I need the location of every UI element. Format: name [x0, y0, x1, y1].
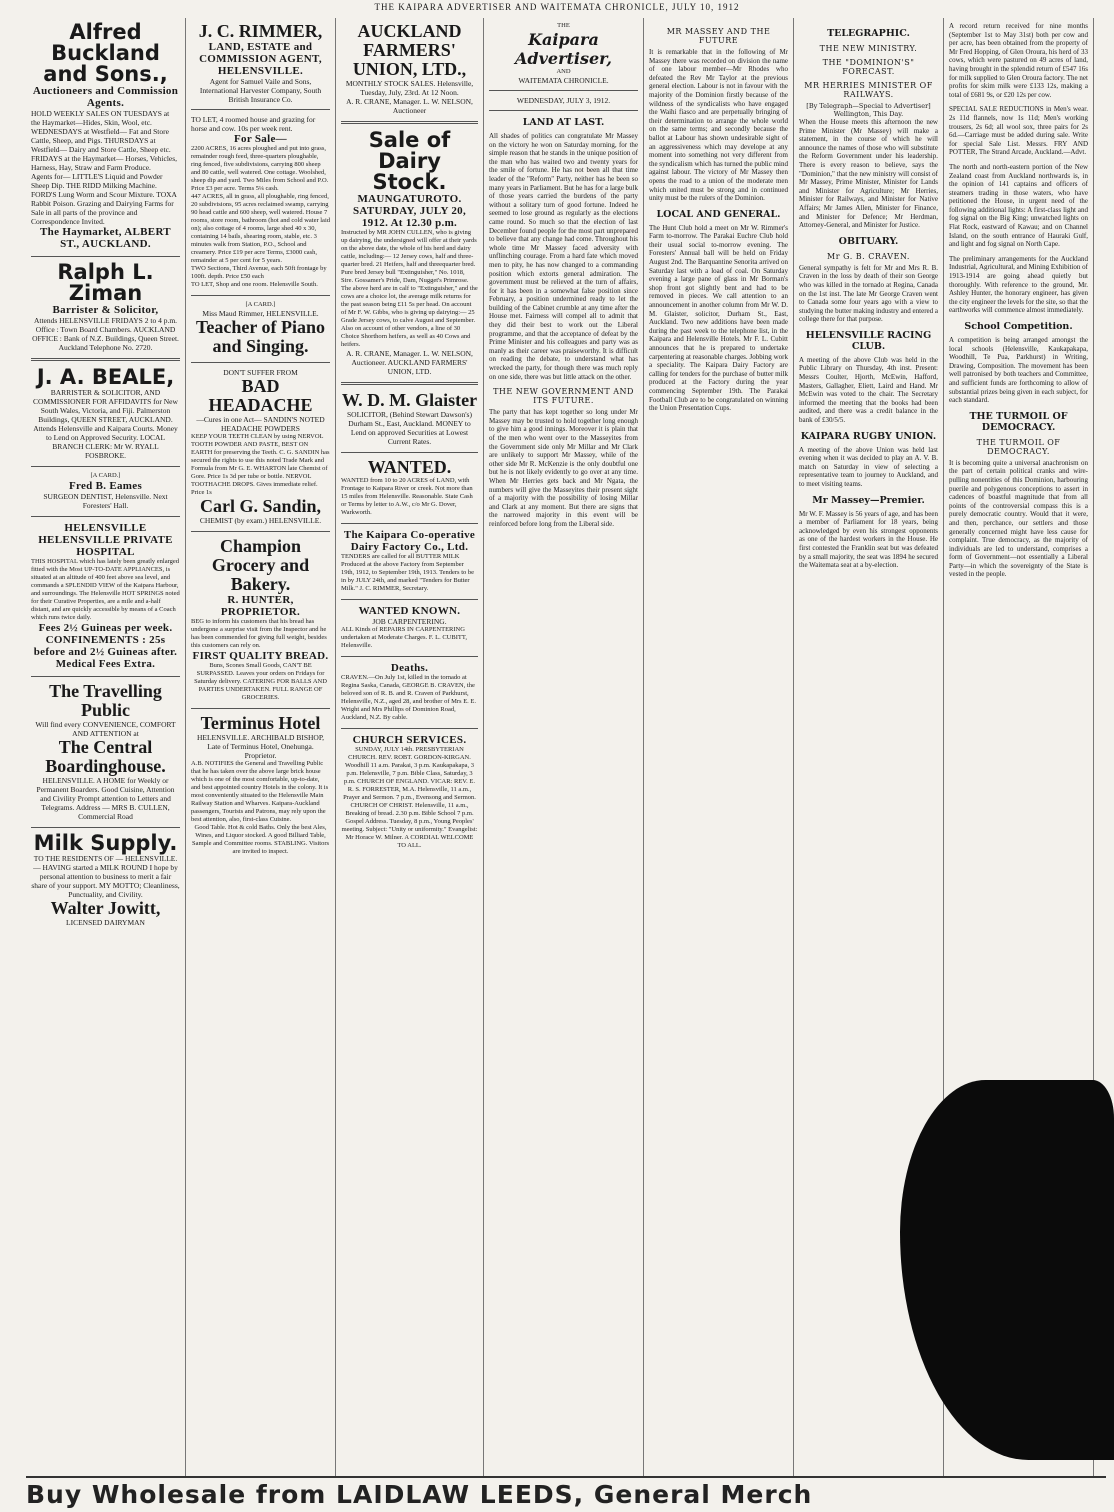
ad-title: HELENSVILLE HELENSVILLE PRIVATE HOSPITAL	[38, 522, 173, 558]
ad-text: KEEP YOUR TEETH CLEAN by using NERVOL TOOTH POWDER AND PASTE, BEST ON EARTH for preserving the Teeth. C. G. SANDIN has secured the rights to use this noted Trade Mark and Formula from Mr G. E. WHARTON late Chemist of Gore. Price 1s 3d per tube or bottle. NERVOL TOOTHACHE DROPS. Gives immediate relief. Price 1s	[191, 433, 330, 496]
ad-text: TO THE RESIDENTS OF — HELENSVILLE. — HAVING started a MILK ROUND I hope by personal attention to business to merit a fair share of your support. MY MOTTO; Cleanliness, Punctuality, and Civility.	[31, 854, 180, 899]
article-title: MR MASSEY AND THE FUTURE	[666, 27, 771, 45]
ad-champion-bakery	[191, 537, 330, 702]
ad-text: Buns, Scones Small Goods, CAN'T BE SURPASSED. Leaves your orders on Fridays for Saturday delivery. CATERING FOR BALLS AND PARTIES UNDERTAKEN. FULL RANGE OF GROCERIES.	[194, 662, 327, 701]
divider	[31, 516, 180, 517]
divider	[191, 295, 330, 296]
article-title: HELENSVILLE RACING CLUB.	[805, 329, 932, 352]
ad-buckland	[31, 22, 180, 250]
article-title: Mr Massey—Premier.	[812, 494, 925, 506]
divider	[191, 109, 330, 110]
ad-wanted	[341, 458, 478, 517]
ad-title: Milk Supply.	[33, 831, 178, 855]
article-body: It is becoming quite a universal anachronism on the part of certain political cranks and wire-pulling nonentities of this Dominion, harbouring puerile and polygenous conceptions to assert in cadences of boastful magnitude that from all points of the controversial compass this is a purely democratic country. Would that it were, and then, perchance, our settlers and those generally concerned might have less cause for complaint. True democracy, as the majority of individuals are led to understand, comprises a form of Government—not essentially a Liberal Party—in which the sovereignty of the State is vested in the people.	[949, 458, 1088, 579]
article-subtitle: THE "DOMINION'S" FORECAST.	[822, 58, 915, 76]
divider	[31, 358, 180, 361]
divider	[31, 466, 180, 467]
mast-the: THE	[557, 22, 570, 29]
ad-text: BEG to inform his customers that his bread has undergone a surprise visit from the Inspector and he has been commended for giving full weight, besides this customers can rely on.	[191, 618, 327, 649]
ad-glaister	[341, 391, 478, 446]
divider	[489, 90, 638, 91]
ad-subtitle: LICENSED DAIRYMAN	[66, 918, 145, 927]
ad-text: Instructed by MR JOHN CULLEN, who is giving up dairying, the undersigned will offer at their yards on the above date, the whole of his herd and dairy cattle, including:— 12 Jersey cows, half and three-quarter bred. 21 Heifers, half and threequarter bred. Pure bred Jersey bull "Extinguisher," No. 1018, Sire. Gossamer's Pride, Dam, Nugget's Primrose. The above herd are in calf to "Extinguisher," and the cows are a choice lot, the average milk returns for the past season being £11 5s per head. On account of Mr F. W. Gibbs, who is giving up dairying:— 25 Grade Jersey cows, to calve August and September. Also on account of other vendors, a line of 30 Choice Shorthorn heifers, as well as 40 Cows and heifers.	[341, 229, 478, 348]
ad-subtitle: CHEMIST (by exam.) HELENSVILLE.	[199, 516, 322, 525]
ad-title: Alfred Buckland and Sons.,	[43, 20, 168, 86]
notice-title: Deaths.	[390, 662, 429, 674]
article-body: A record return received for nine months (September 1st to May 31st) both per cow and per acre, has been obtained from the property of Mr Fred Hopping, of Glen Oroura, his herd of 33 cows, which were pastured on 49 acres of land, having brought in the splendid return of £547 16s for milk supplied to Glen Oroura factory. The net profits for skim milk were £133 12s, making a total of £681 9s, or £20 12s per cow.	[949, 22, 1088, 99]
column-4	[484, 18, 644, 1476]
column-2	[186, 18, 336, 1476]
divider	[31, 676, 180, 677]
divider	[341, 656, 478, 657]
ad-text: TO LET, 4 roomed house and grazing for horse and cow. 10s per week rent.	[191, 115, 316, 133]
ad-text: 447 ACRES, all in grass, all ploughable, ring fenced, 20 subdivisions, 95 acres reclaimed swamp, carrying 90 head cattle and 600 sheep, well watered. House 7 rooms, store room, bathroom (hot and cold water laid on); also cottage of 4 rooms, large shed 40 x 30, containing 14 bails, shearing room, stable, etc. 3 minutes walk from Station, P.O., School and creamery. Price £19 per acre Terms, £3000 cash, remainder at 5 per cent for 5 years.	[191, 193, 330, 264]
ad-title: Champion Grocery and Bakery.	[211, 536, 310, 594]
ad-signature: A. R. CRANE, Manager. L. W. NELSON, Auctioneer. AUCKLAND FARMERS' UNION, LTD.	[346, 349, 473, 376]
article-body: Mr W. F. Massey is 56 years of age, and has been a member of Parliament for 18 years, being acknowledged by even his strongest opponents as one of the hardest workers in the House. He first contested the Franklin seat but was defeated by a small majority, the seat was 1894 he secured the Waitemata seat at a by-election.	[799, 509, 938, 570]
ad-heading: The Travelling Public	[49, 681, 162, 720]
ad-title: J. A. BEALE,	[36, 365, 175, 389]
article-body: All shades of politics can congratulate Mr Massey on the victory he won on Saturday morning, for the simple reason that he stands in the unique position of the man who has waited two and twenty years for the smile of fortune. He has not been all that time leader of the "Reform" Party, neither has he been so many years in Parliament. But he has for a large bulk of those years carried the burdens of the party without a solitary turn of good fortune. Indeed he seemed to lose ground as regularly as the elections came round. So much so that the election of last December found people for the most part unprepared to believe that any change had come. Throughout his whole time Mr Massey faced adversity with unflinching courage. From a hard fate which moved men to pity, he has now changed to a commanding position which extorts general admiration. The government must be relieved at the turn of affairs, for it has been in a somewhat false position since February, a position undermined ready to let the building of the Cabinet crumble at any time after the House met. Fairness will compel all to admit that they did their best to work out the Liberal programme, and that the acceptance of defeat by the Prime Minister and his colleagues and party was as manly as their career was praiseworthy. It is difficult on reading the debate, to understand what has wrecked the party, for though there was much reply on one side, there was but little attack on the other.	[489, 132, 638, 381]
notice-text: SUNDAY, JULY 14th. PRESBYTERIAN CHURCH. REV. ROBT. GORDON-KIRGAN. Woodhill 11 a.m. Parakai, 3 p.m. Kaukapakapa, 3 p.m. Helensville, 7 p.m. Bible Class, Saturday, 3 p.m. CHURCH OF ENGLAND. VICAR: REV. E. R. S. FORRESTER, M.A. Helensville, 11 a.m., Prayer and Sermon. 7 p.m., Evensong and Sermon. CHURCH OF CHRIST. Helensville, 11 a.m., Breaking of bread. 2.30 p.m. Bible School 7 p.m. Gospel Address. Tuesday, 8 p.m., Young Peoples' meeting. Subject: "Unity or uniformity." Evangelist: Mr Horace W. Milner. A CORDIAL WELCOME TO ALL.	[341, 746, 478, 849]
ad-text: DON'T SUFFER FROM	[223, 368, 298, 377]
article-subtitle: MR HERRIES MINISTER OF RAILWAYS.	[804, 81, 933, 99]
ad-text: THIS HOSPITAL which has lately been greatly enlarged fitted with the Most UP-TO-DATE APPLIANCES, is situated at an altitude of 400 feet above sea level, and commands a SPLENDID VIEW of the Kaipara Harbour, and surroundings. The Helensville HOT SPRINGS noted for their Curative Properties, are a mile and a-half distant, and are quickly accessible by means of a Coach which runs twice daily.	[31, 558, 180, 621]
ad-text: TO LET, Shop and one room. Helensville South.	[191, 281, 318, 288]
ad-title: W. D. M. Glaister	[341, 390, 478, 410]
ad-text: TWO Sections, Third Avenue, each 50ft frontage by 100ft. depth. Price £50 each	[191, 265, 327, 280]
ad-subtitle: JOB CARPENTERING.	[372, 617, 447, 626]
ad-carpentering	[341, 605, 478, 650]
ad-card-label: [A CARD.]	[245, 301, 276, 308]
ad-address: The Haymarket, ALBERT ST., AUCKLAND.	[40, 226, 171, 250]
article-body: The Hunt Club hold a meet on Mr W. Rimmer's Farm to-morrow. The Parakai Euchre Club hold their usual social to-morrow evening. The Foresters' Annual ball will be held on Friday August 2nd. The Barquantine Senorita arrived on Saturday last with a load of coal. On Saturday evening a large pane of glass in Mr Borman's shop front got slightly bent and had to be removed in pieces. We call attention to an announcement in another column from Mr W. D. M. Glaister, solicitor, Durham St., East, Auckland. Two new additions have been made during the past week to the telephone list, in the Kaipara and Helensville Hotels. Mr F. L. Cubitt announces that he is prepared to undertake carpentering at reasonable charges. Jobbing work a speciality. The Kaipara Dairy Factory are calling for tenders for the purchase of butter milk produced at the Factory during the year commencing September 19th. The Parakai Football Club are to be congratulated on winning the Union Presentation Cups.	[649, 223, 788, 413]
article-body: General sympathy is felt for Mr and Mrs R. B. Craven in the loss by death of their son George who was killed in the tornado at Regina, Canada on the 1st inst. The late Mr George Craven went to Canada some four years ago with a view to studying the butter making industry and entered a college there for that purpose.	[799, 263, 938, 324]
notice-title: CHURCH SERVICES.	[352, 734, 467, 746]
divider	[341, 121, 478, 124]
ad-rimmer	[191, 22, 330, 289]
masthead-dateline: THE KAIPARA ADVERTISER AND WAITEMATA CHRONICLE, JULY 10, 1912	[374, 2, 740, 12]
ad-title: WANTED KNOWN.	[358, 605, 461, 617]
article-title: THE NEW GOVERNMENT AND ITS FUTURE.	[493, 387, 634, 406]
ad-title: Fred B. Eames	[68, 480, 143, 492]
ad-signature: A. R. CRANE, Manager. L. W. NELSON, Auctioneer	[346, 97, 473, 115]
article-title: LAND AT LAST.	[522, 117, 605, 128]
divider	[341, 523, 478, 524]
ad-heading: FIRST QUALITY BREAD.	[192, 650, 329, 662]
ad-title: The Central Boardinghouse.	[45, 737, 166, 776]
ad-subtitle: LAND, ESTATE and COMMISSION AGENT, HELENSVILLE.	[199, 41, 322, 77]
divider	[489, 110, 638, 111]
ad-text: Miss Maud Rimmer, HELENSVILLE.	[202, 309, 319, 318]
mast-subtitle: WAITEMATA CHRONICLE.	[518, 76, 609, 85]
ad-text: SURGEON DENTIST, Helensville. Next Foresters' Hall.	[43, 492, 168, 510]
ad-subtitle: Auctioneers and Commission Agents.	[32, 85, 179, 109]
ad-title: The Kaipara Co-operative Dairy Factory Co., Ltd.	[343, 529, 476, 553]
ad-dairy-factory	[341, 529, 478, 593]
ad-subtitle: R. HUNTER, PROPRIETOR.	[220, 594, 301, 618]
article-title: School Competition.	[964, 321, 1073, 332]
ad-text: Agent for Samuel Vaile and Sons, International Harvester Company, South British Insurance Co.	[199, 77, 322, 104]
ad-subtitle: MAUNGATUROTO. SATURDAY, JULY 20, 1912. At 12.30 p.m.	[353, 193, 466, 229]
ad-signature: Walter Jowitt,	[50, 898, 161, 918]
issue-date: WEDNESDAY, JULY 3, 1912.	[516, 96, 611, 105]
article-body: The preliminary arrangements for the Auckland Industrial, Agricultural, and Mining Exhibition of 1913-1914 are going ahead quietly but thoroughly. With reference to the ground, Mr. Ashley Hunter, the honorary engineer, has given the city engineer the levels for the site, so that the earthworks will commence almost immediately.	[949, 254, 1089, 315]
ad-text: MONTHLY STOCK SALES. Helensville, Tuesday, July, 23rd. At 12 Noon.	[345, 79, 474, 97]
column-3	[336, 18, 484, 1476]
divider	[341, 452, 478, 453]
footer-advert-banner: Buy Wholesale from LAIDLAW LEEDS, General Merch	[26, 1476, 1106, 1512]
ad-title: Teacher of Piano and Singing.	[196, 317, 325, 356]
ad-milk-supply	[31, 833, 180, 927]
notice-text: CRAVEN.—On July 1st, killed in the tornado at Regina Saska, Canada, GEORGE B. CRAVEN, the beloved son of R. B. and R. Craven of Parkhurst, Helensville, N.Z., aged 28, and brother of Mrs E. E. Wright and Mrs Phillips of Dominion Road, Auckland, N.Z. By cable.	[341, 674, 477, 721]
divider	[191, 362, 330, 363]
ad-title: AUCKLAND FARMERS' UNION, LTD.,	[352, 21, 467, 79]
article-body: A meeting of the above Union was held last evening when it was decided to play an A. V. B. match on Saturday in view of selecting a representative team to journey to Auckland, and to meet visiting teams.	[799, 445, 938, 488]
ad-title: Carl G. Sandin,	[199, 496, 322, 516]
ad-title: BAD HEADACHE	[208, 376, 313, 415]
ad-title: Ralph L. Ziman	[57, 260, 154, 305]
ad-maud-rimmer	[191, 301, 330, 356]
divider	[191, 531, 330, 532]
ad-text: SOLICITOR, (Behind Stewart Dawson's) Durham St., East, Auckland. MONEY to Lend on approved Securities at Lowest Current Rates.	[347, 410, 472, 446]
mast-title: Kaipara Advertiser,	[515, 30, 612, 68]
article-subtitle: Mr G. B. CRAVEN.	[827, 251, 910, 261]
editorial-masthead	[489, 22, 638, 111]
ad-text: Attends HELENSVILLE FRIDAYS 2 to 4 p.m. Office : Town Board Chambers. AUCKLAND OFFICE : Bank of N.Z. Buildings, Queen Street. Auckland Telephone No. 2720.	[32, 316, 179, 352]
divider	[191, 708, 330, 709]
ad-terminus-hotel	[191, 714, 330, 856]
ad-text: HOLD WEEKLY SALES ON TUESDAYS at the Haymarket—Hides, Skin, Wool, etc. WEDNESDAYS at Westfield— Fat and Store Cattle, Sheep, and Pigs. THURSDAYS at Westfield— Dairy and Store Cattle, Sheep etc. FRIDAYS at the Haymarket— Horses, Vehicles, Harness, Hay, Straw and Farm Produce.	[31, 109, 178, 172]
ad-eames	[31, 472, 180, 510]
divider	[341, 382, 478, 385]
ad-text: A.B. NOTIFIES the General and Travelling Public that he has taken over the above large brick house which is one of the most comfortable, up-to-date, and best appointed country Hotels in the colony. It is most conveniently situated to the Helensville Main Railway Station and Wharves. Kaipara-Auckland passengers, Tourists and Patrons, may rely upon the best attention, also, first-class Cuisine.	[191, 760, 329, 823]
article-body: A meeting of the above Club was held in the Public Library on Thursday, 4th inst. Present: Messrs Coulter, Hjorth, McEwin, Hafford, Masters, Gallagher, Eliett, Laird and Hand. Mr McEwin was voted to the chair. The Secretary informed the meeting that the books had been audited, and there was a credit balance in the bank of £30/5/5.	[799, 355, 938, 425]
ad-text: Will find every CONVENIENCE, COMFORT AND ATTENTION at	[35, 720, 176, 738]
article-title: LOCAL AND GENERAL.	[656, 208, 781, 220]
ad-card-label: [A CARD.]	[90, 472, 121, 479]
ad-text: —Cures in one Act— SANDIN'S NOTED HEADACHE POWDERS	[196, 415, 325, 433]
ad-text: TENDERS are called for all BUTTER MILK Produced at the above Factory from September 19th, 1912, to September 19th, 1913. Tenders to be in by JULY 24th, and marked "Tenders for Butter Milk." J. C. RIMMER, Secretary.	[341, 553, 475, 592]
article-body: It is remarkable that in the following of Mr Massey there was recorded on division the name of one labour member—Mr Rhodes who defeated the Rev Mr Taylor at the previous general election. Labour is not in favour with the majority of the Dominion firstly because of the wildness of the syndicalists who have engaged the Waihi fiasco and are perpetually bringing of their determination to arrange the whole world on the same terms; and secondly because the ballot at Labour has shown undesirable sight of an aggressiveness which may develope at any moment into something not very different from the syndicalism which has turned the public mind against labour. The victory of Mr Massey then opens the road to a union of the moderate men which united must be strong and in continued unity must be the rulers of the Dominion.	[649, 48, 789, 203]
article-body: A competition is being arranged amongst the local schools (Helensville, Kaukapakapa, Woodhill, Te Pua, Parkhurst) in Writing, Drawing, Composition. The movement has been well patronised by both teachers and Committee, and sufficient funds are forthcoming to allow of substantial prizes being given in each subject, for each standard.	[949, 336, 1088, 405]
ad-title: Terminus Hotel	[200, 713, 321, 733]
divider	[31, 256, 180, 257]
article-title: THE TURMOIL OF DEMOCRACY.	[969, 410, 1068, 433]
article-body: When the House meets this afternoon the new Prime Minister (Mr Massey) will make a statement, in the course of which he will announce the names of those who will substitute the Reform Government under his leadership. There is every reason to believe, says the "Dominion," that the new ministry will consist of Mr Massey, Prime Minister, Minister for Lands and Minister for Agriculture; Mr Herries, Minister for Railways, and Minister for Native Affairs; Mr James Allen, Minister for Finance, and Minister for Defence; Mr Herdman, Attorney-General, and Minister for Justice.	[799, 118, 938, 230]
divider	[31, 827, 180, 828]
article-body: The north and north-eastern portion of the New Zealand coast from Auckland northwards is, in the opinion of 141 captains and officers of steamers trading in those waters, who have petitioned the House, in urgent need of the following additional lights: A first-class light and fog signal on the Big King; unwatched lights on Flat Rock, eastward of Kawau; and on Channel Island, on the south entrance of Hauraki Gulf, and light and fog signal on North Cape.	[949, 162, 1088, 249]
article-subtitle: THE NEW MINISTRY.	[819, 44, 918, 53]
notice-deaths	[341, 662, 478, 722]
divider	[341, 599, 478, 600]
ad-fees: Fees 2½ Guineas per week. CONFINEMENTS : 25s before and 2½ Guineas after. Medical Fees Extra.	[33, 622, 178, 670]
ad-subtitle: Barrister & Solicitor,	[52, 304, 159, 316]
article-subtitle: THE TURMOIL OF DEMOCRACY.	[976, 437, 1061, 456]
ad-farmers-union	[341, 22, 478, 115]
column-5	[644, 18, 794, 1476]
ad-hospital	[31, 522, 180, 670]
notice-church-services	[341, 734, 478, 850]
ad-dairy-sale	[341, 130, 478, 376]
ad-title: J. C. RIMMER,	[198, 21, 323, 41]
ad-text: Good Table. Hot & cold Baths. Only the best Ales, Wines, and Liquor stocked. A good Billiard Table, Sample and Committee rooms. STABLING. Visitors are invited to inspect.	[191, 824, 330, 855]
ad-sandin-headache	[191, 368, 330, 525]
article-title: OBITUARY.	[838, 235, 899, 247]
ad-text: HELENSVILLE. A HOME for Weekly or Permanent Boarders. Good Cuisine, Attention and Civility Prompt attention to Letters and Telegrams. Address — MRS B. CULLEN, Commercial Road	[36, 776, 175, 821]
article-byline: [By Telegraph—Special to Advertiser] Wellington, This Day.	[806, 102, 931, 118]
ad-title: Sale of Dairy Stock.	[368, 128, 451, 194]
article-body: SPECIAL SALE REDUCTIONS in Men's wear. 2s 11d flannels, now 1s 11d; Men's working trousers, 2s 6d; all wool sox, three pairs for 2s 6d.—Carriage must be added during sale. Write for special Sale List. Messrs. FRY AND POTTER, The Strand Arcade, Auckland.—Advt.	[949, 105, 1088, 157]
column-1	[26, 18, 186, 1476]
ad-text: WANTED from 10 to 20 ACRES of LAND, with Frontage to Kaipara River or creek. Not more than 15 miles from Helensville. Reasonable. State Cash or Terms by letter to A.W., c/o Mr G. Dover, Warkworth.	[341, 477, 473, 516]
divider	[341, 728, 478, 729]
ad-text: BARRISTER & SOLICITOR, AND COMMISSIONER FOR AFFIDAVITS for New South Wales, Victoria, and Fiji. Palmerston Buildings, QUEEN STREET, AUCKLAND. Attends Helensville and Kaipara Courts. Money to Lend on Approved Security. LOCAL BRANCH CLERK: Mr W. RYALL FOSBROKE.	[33, 388, 178, 460]
ad-title: WANTED.	[367, 457, 452, 477]
ad-text: 2200 ACRES, 16 acres ploughed and put into grass, remainder rough feed, three-quarters ploughable, ring fenced, five subdivisions, carrying 800 sheep and 80 cattle, well watered. One cottage. Woolshed, sheep dip and yard. Two Miles from School and P.O. Price £3 per acre. Terms 5¼ cash.	[191, 145, 329, 192]
ad-text: ALL Kinds of REPAIRS IN CARPENTERING undertaken at Moderate Charges. F. L. CUBITT, Helensville.	[341, 626, 467, 649]
ad-subtitle: HELENSVILLE. ARCHIBALD BISHOP, Late of Terminus Hotel, Onehunga. Proprietor.	[196, 733, 325, 760]
ad-heading: For Sale—	[234, 133, 287, 145]
ad-text: Agents for— LITTLE'S Liquid and Powder Sheep Dip. THE RIDD Milking Machine. FORD'S Lung Worm and Scour Mixture. TOXA Rabbit Poison. Grazing and Dairying Farms for Sale in all parts of the province and Correspondence Invited.	[31, 172, 177, 226]
article-title: TELEGRAPHIC.	[827, 28, 910, 39]
mast-and: AND	[556, 68, 571, 75]
article-body: The party that has kept together so long under Mr Massey may be trusted to hold together long enough to give him a good innings. Moreover it is plain that of the men who went over to the Masseyites from the Government side only Mr Millar and Mr Clark are unlikely to support Mr Massey, while of the other side Mr R. McKenzie is the only doubtful one but he is not likely evidently to go over at any time. When Mr Herries gets back and Mr Ngata, the numbers will give the Masseyites their present sight of a majority with the possibility of losing Millar and Clark at any moment. But there are signs that the narrowed majority in this event will be reinforced before long from the Liberal side.	[489, 408, 638, 528]
ad-ziman	[31, 262, 180, 352]
ad-central-boardinghouse	[31, 682, 180, 821]
article-title: KAIPARA RUGBY UNION.	[800, 430, 937, 442]
ad-beale	[31, 367, 180, 460]
